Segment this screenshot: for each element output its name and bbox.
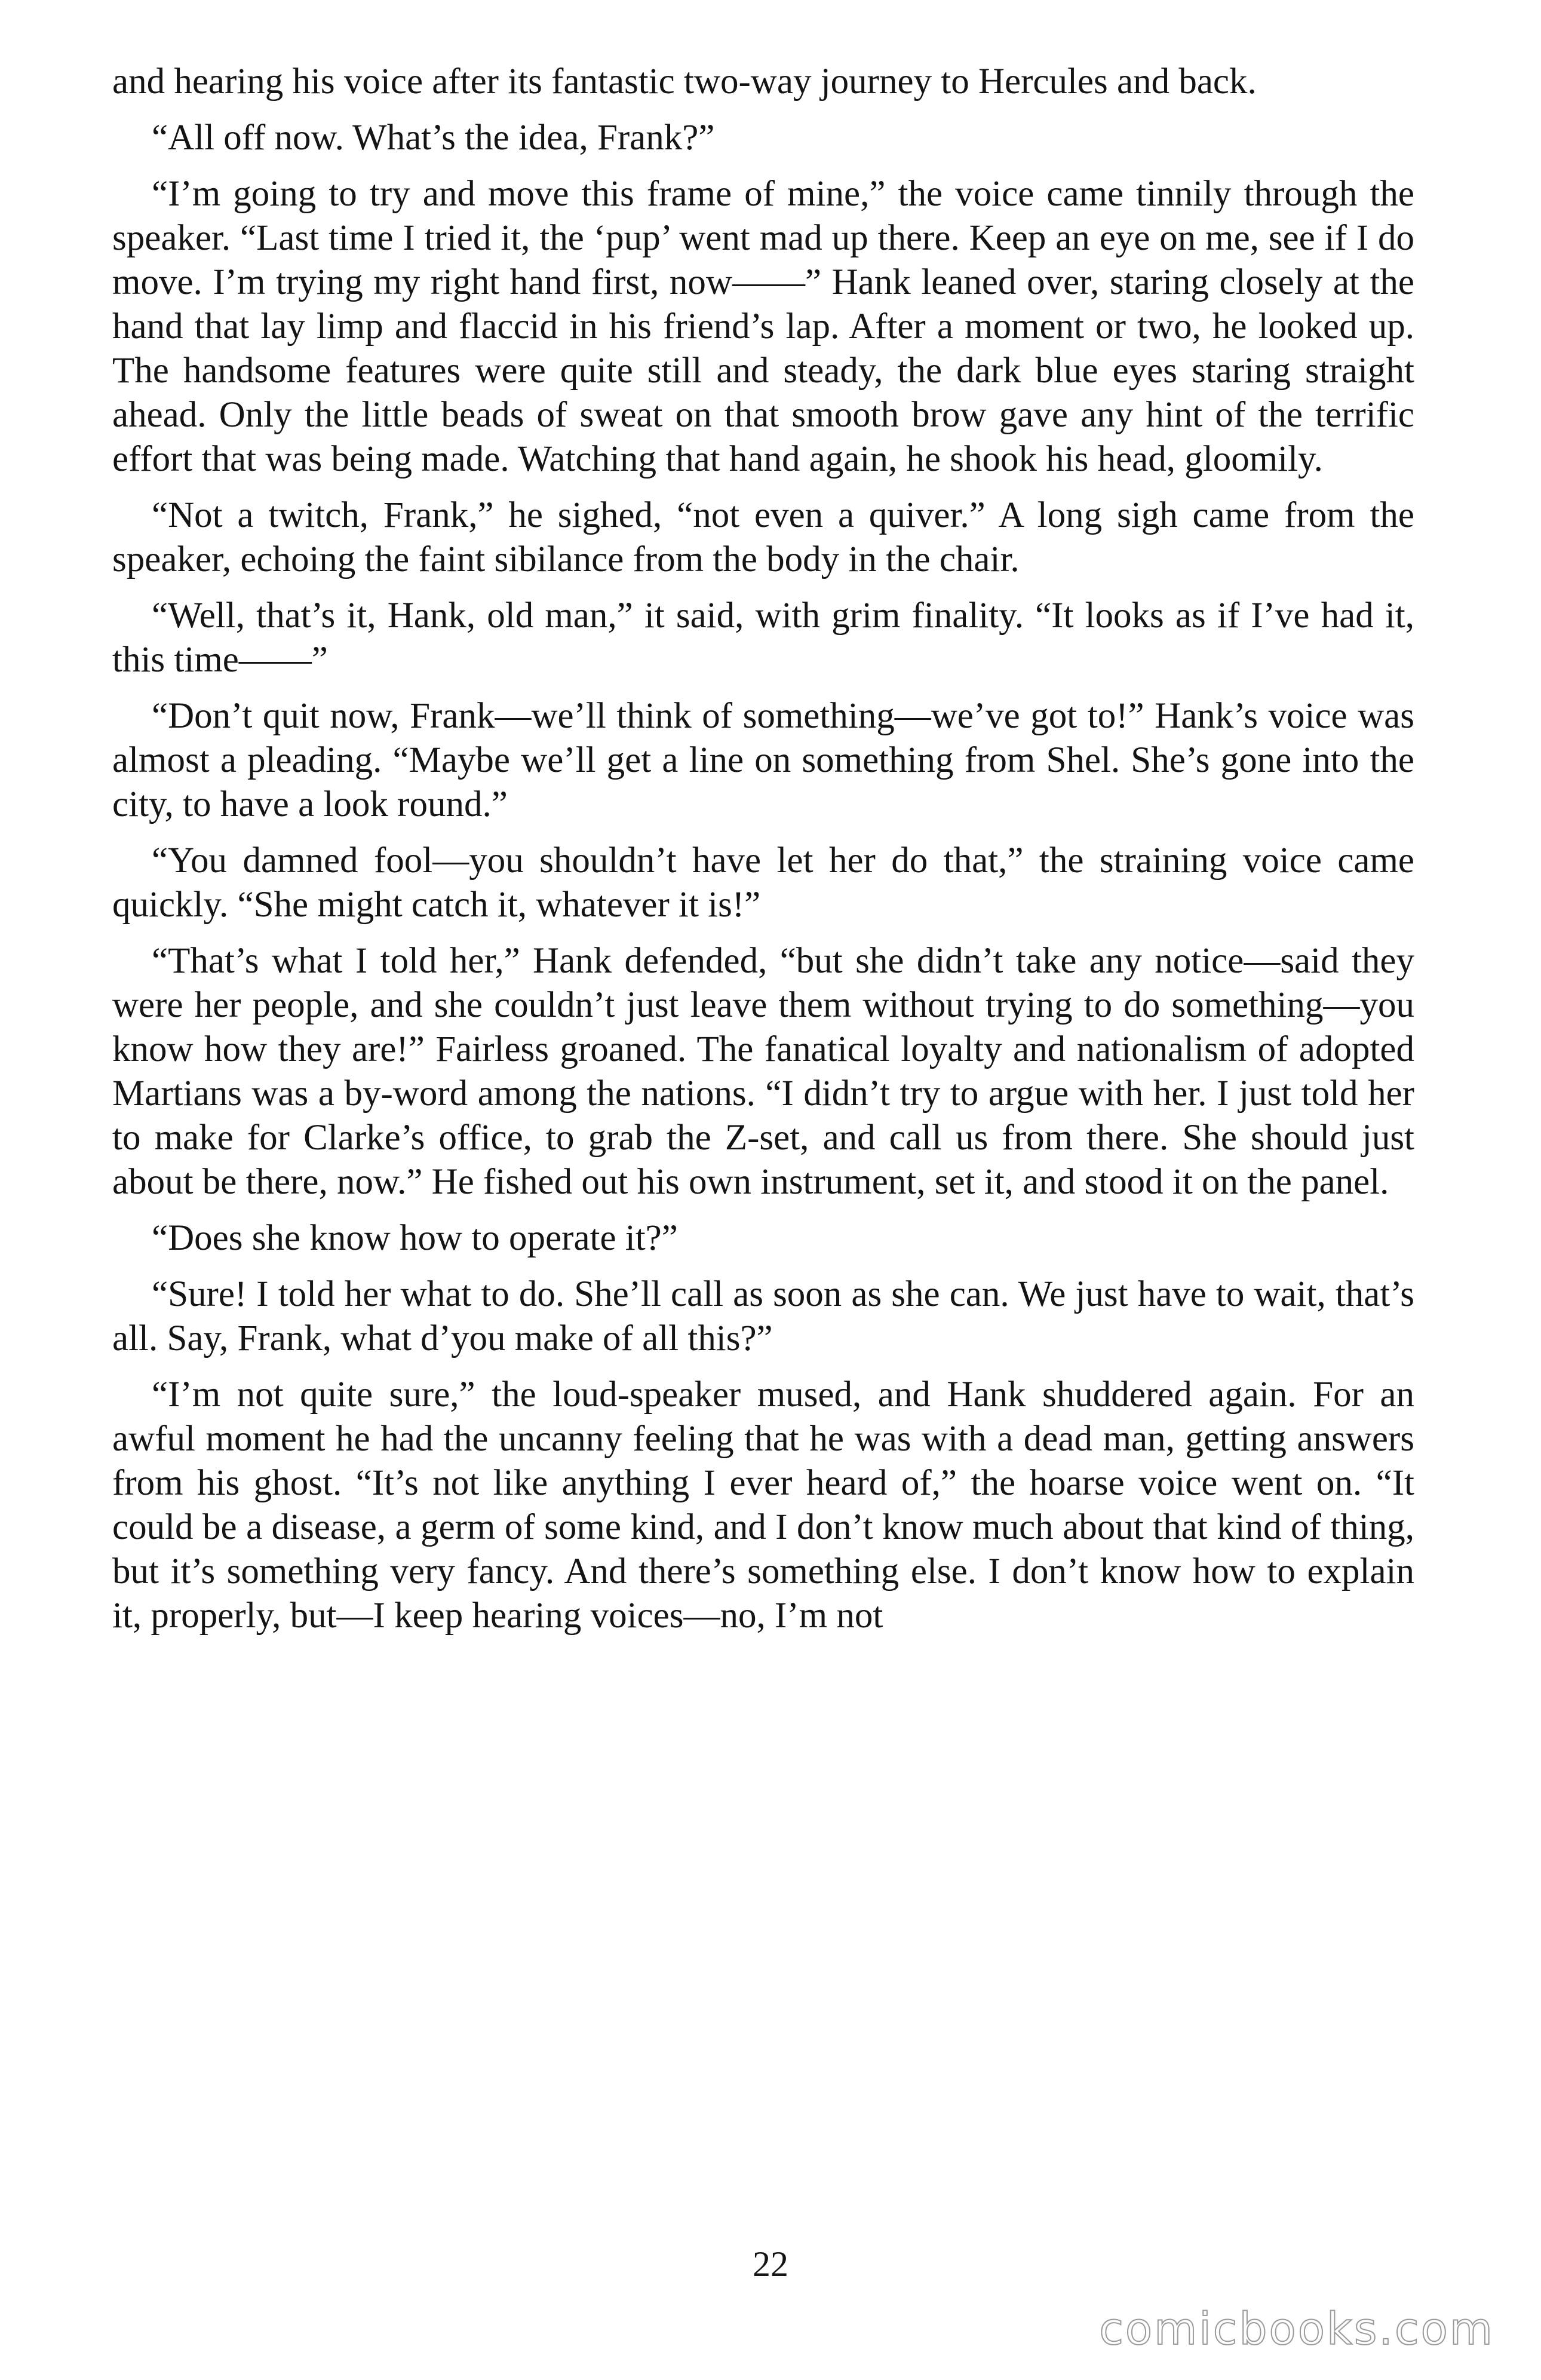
paragraph: “Sure! I told her what to do. She’ll call as soon as she can. We just have to wait, that’s all. Say, Frank, what d’you make of all this?”	[112, 1274, 1414, 1358]
watermark: comicbooks.com	[1099, 2304, 1494, 2355]
book-page-text	[112, 60, 1414, 1650]
paragraph: “Well, that’s it, Hank, old man,” it said, with grim finality. “It looks as if I’ve had it, this time——”	[112, 596, 1414, 680]
paragraph-continued: and hearing his voice after its fantastic two-way journey to Hercules and back.	[112, 62, 1257, 102]
paragraph: “Not a twitch, Frank,” he sighed, “not even a quiver.” A long sigh came from the speaker, echoing the faint sibilance from the body in the chair.	[112, 495, 1414, 579]
paragraph: “All off now. What’s the idea, Frank?”	[152, 118, 715, 158]
paragraph: “Does she know how to operate it?”	[152, 1218, 678, 1258]
paragraph: “That’s what I told her,” Hank defended, “but she didn’t take any notice—said they were her people, and she couldn’t just leave them without trying to do something—you know how they are!” Fairless groaned. The fanatical loyalty and nationalism of adopted Martians was a by-word among the nations. “I didn’t try to argue with her. I just told her to make for Clarke’s office, to grab the Z-set, and call us from there. She should just about be there, now.” He fished out his own instrument, set it, and stood it on the panel.	[112, 941, 1414, 1202]
paragraph: “Don’t quit now, Frank—we’ll think of something—we’ve got to!” Hank’s voice was almost a pleading. “Maybe we’ll get a line on something from Shel. She’s gone into the city, to have a look round.”	[112, 696, 1414, 824]
paragraph: “You damned fool—you shouldn’t have let her do that,” the straining voice came quickly. “She might catch it, whatever it is!”	[112, 841, 1414, 925]
page-number: 22	[753, 2244, 788, 2284]
paragraph: “I’m not quite sure,” the loud-speaker mused, and Hank shuddered again. For an awful moment he had the uncanny feeling that he was with a dead man, getting answers from his ghost. “It’s not like anything I ever heard of,” the hoarse voice went on. “It could be a disease, a germ of some kind, and I don’t know much about that kind of thing, but it’s something very fancy. And there’s something else. I don’t know how to explain it, properly, but—I keep hearing voices—no, I’m not	[112, 1375, 1414, 1636]
paragraph: “I’m going to try and move this frame of mine,” the voice came tinnily through the speaker. “Last time I tried it, the ‘pup’ went mad up there. Keep an eye on me, see if I do move. I’m trying my right hand first, now——” Hank leaned over, staring closely at the hand that lay limp and flaccid in his friend’s lap. After a moment or two, he looked up. The handsome features were quite still and steady, the dark blue eyes staring straight ahead. Only the little beads of sweat on that smooth brow gave any hint of the terrific effort that was being made. Watching that hand again, he shook his head, gloomily.	[112, 174, 1414, 479]
